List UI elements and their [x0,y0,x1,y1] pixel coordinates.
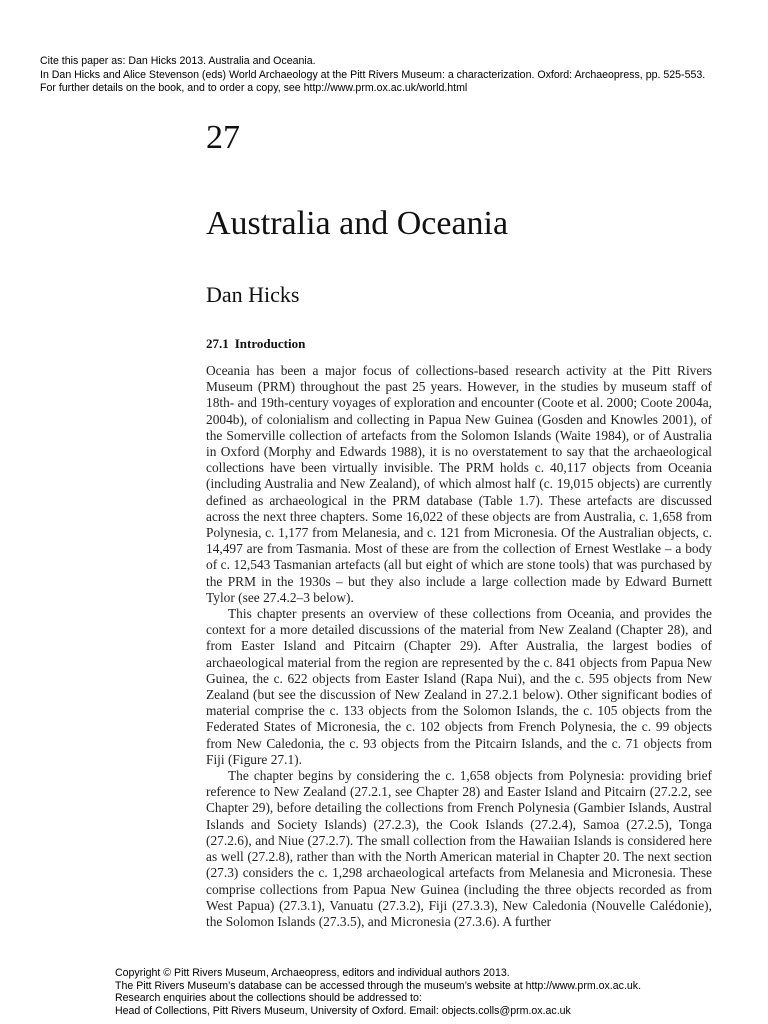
chapter-author: Dan Hicks [206,282,300,307]
footer-line: The Pitt Rivers Museum’s database can be accessed through the museum’s website at http://www.prm.ox.ac.uk. [115,979,642,992]
citation-line: In Dan Hicks and Alice Stevenson (eds) World Archaeology at the Pitt Rivers Museum: a characterization. Oxford: Archaeopress, pp. 525-553. [40,68,706,81]
paragraph: The chapter begins by considering the c. 1,658 objects from Polynesia: providing brief reference to New Zealand (27.2.1, see Chapter 28) and Easter Island and Pitcairn (27.2.2, see Chapter 29), before detailing the collections from French Polynesia (Gambier Islands, Austral Islands and Society Islands) (27.2.3), the Cook Islands (27.2.4), Samoa (27.2.5), Tonga (27.2.6), and Niue (27.2.7). The small collection from the Hawaiian Islands is considered here as well (27.2.8), rather than with the North American material in Chapter 20. The next section (27.3) considers the c. 1,298 archaeological artefacts from Melanesia and Micronesia. These comprise collections from Papua New Guinea (including the three objects recorded as from West Papua) (27.3.1), Vanuatu (27.3.2), Fiji (27.3.3), New Caledonia (Nouvelle Calédonie), the Solomon Islands (27.3.5), and Micronesia (27.3.6). A further [206,768,712,929]
chapter-number: 27 [206,119,240,156]
body-text [206,363,712,930]
footer-line: Copyright © Pitt Rivers Museum, Archaeopress, editors and individual authors 2013. [115,967,510,979]
citation-note [40,55,705,96]
citation-line: For further details on the book, and to order a copy, see http://www.prm.ox.ac.uk/world.html [40,82,468,94]
chapter-title: Australia and Oceania [206,205,509,242]
copyright-footer [115,967,641,1017]
section-number: 27.1 [206,336,229,351]
section-title: Introduction [234,336,306,351]
footer-line: Head of Collections, Pitt Rivers Museum, University of Oxford. Email: objects.colls@prm.ox.ac.uk [115,1004,571,1017]
paragraph: Oceania has been a major focus of collections-based research activity at the Pitt Rivers Museum (PRM) throughout the past 25 years. However, in the studies by museum staff of 18th- and 19th-century voyages of exploration and encounter (Coote et al. 2000; Coote 2004a, 2004b), of colonialism and collecting in Papua New Guinea (Gosden and Knowles 2001), of the Somerville collection of artefacts from the Solomon Islands (Waite 1984), or of Australia in Oxford (Morphy and Edwards 1988), it is no overstatement to say that the archaeological collections have been virtually invisible. The PRM holds c. 40,117 objects from Oceania (including Australia and New Zealand), of which almost half (c. 19,015 objects) are currently defined as archaeological in the PRM database (Table 1.7). These artefacts are discussed across the next three chapters. Some 16,022 of these objects are from Australia, c. 1,658 from Polynesia, c. 1,177 from Melanesia, and c. 121 from Micronesia. Of the Australian objects, c. 14,497 are from Tasmania. Most of these are from the collection of Ernest Westlake – a body of c. 12,543 Tasmanian artefacts (all but eight of which are stone tools) that was purchased by the PRM in the 1930s – but they also include a large collection made by Edward Burnett Tylor (see 27.4.2–3 below). [206,363,712,605]
paragraph: This chapter presents an overview of these collections from Oceania, and provides the context for a more detailed discussions of the material from New Zealand (Chapter 28), and from Easter Island and Pitcairn (Chapter 29). After Australia, the largest bodies of archaeological material from the region are represented by the c. 841 objects from Papua New Guinea, the c. 622 objects from Easter Island (Rapa Nui), and the c. 595 objects from New Zealand (but see the discussion of New Zealand in 27.2.1 below). Other significant bodies of material comprise the c. 133 objects from the Solomon Islands, the c. 105 objects from the Federated States of Micronesia, the c. 102 objects from French Polynesia, the c. 99 objects from New Caledonia, the c. 93 objects from the Pitcairn Islands, and the c. 71 objects from Fiji (Figure 27.1). [206,606,712,767]
citation-line: Cite this paper as: Dan Hicks 2013. Australia and Oceania. [40,55,316,67]
section-heading [206,336,305,352]
footer-line: Research enquiries about the collections should be addressed to: [115,992,422,1005]
